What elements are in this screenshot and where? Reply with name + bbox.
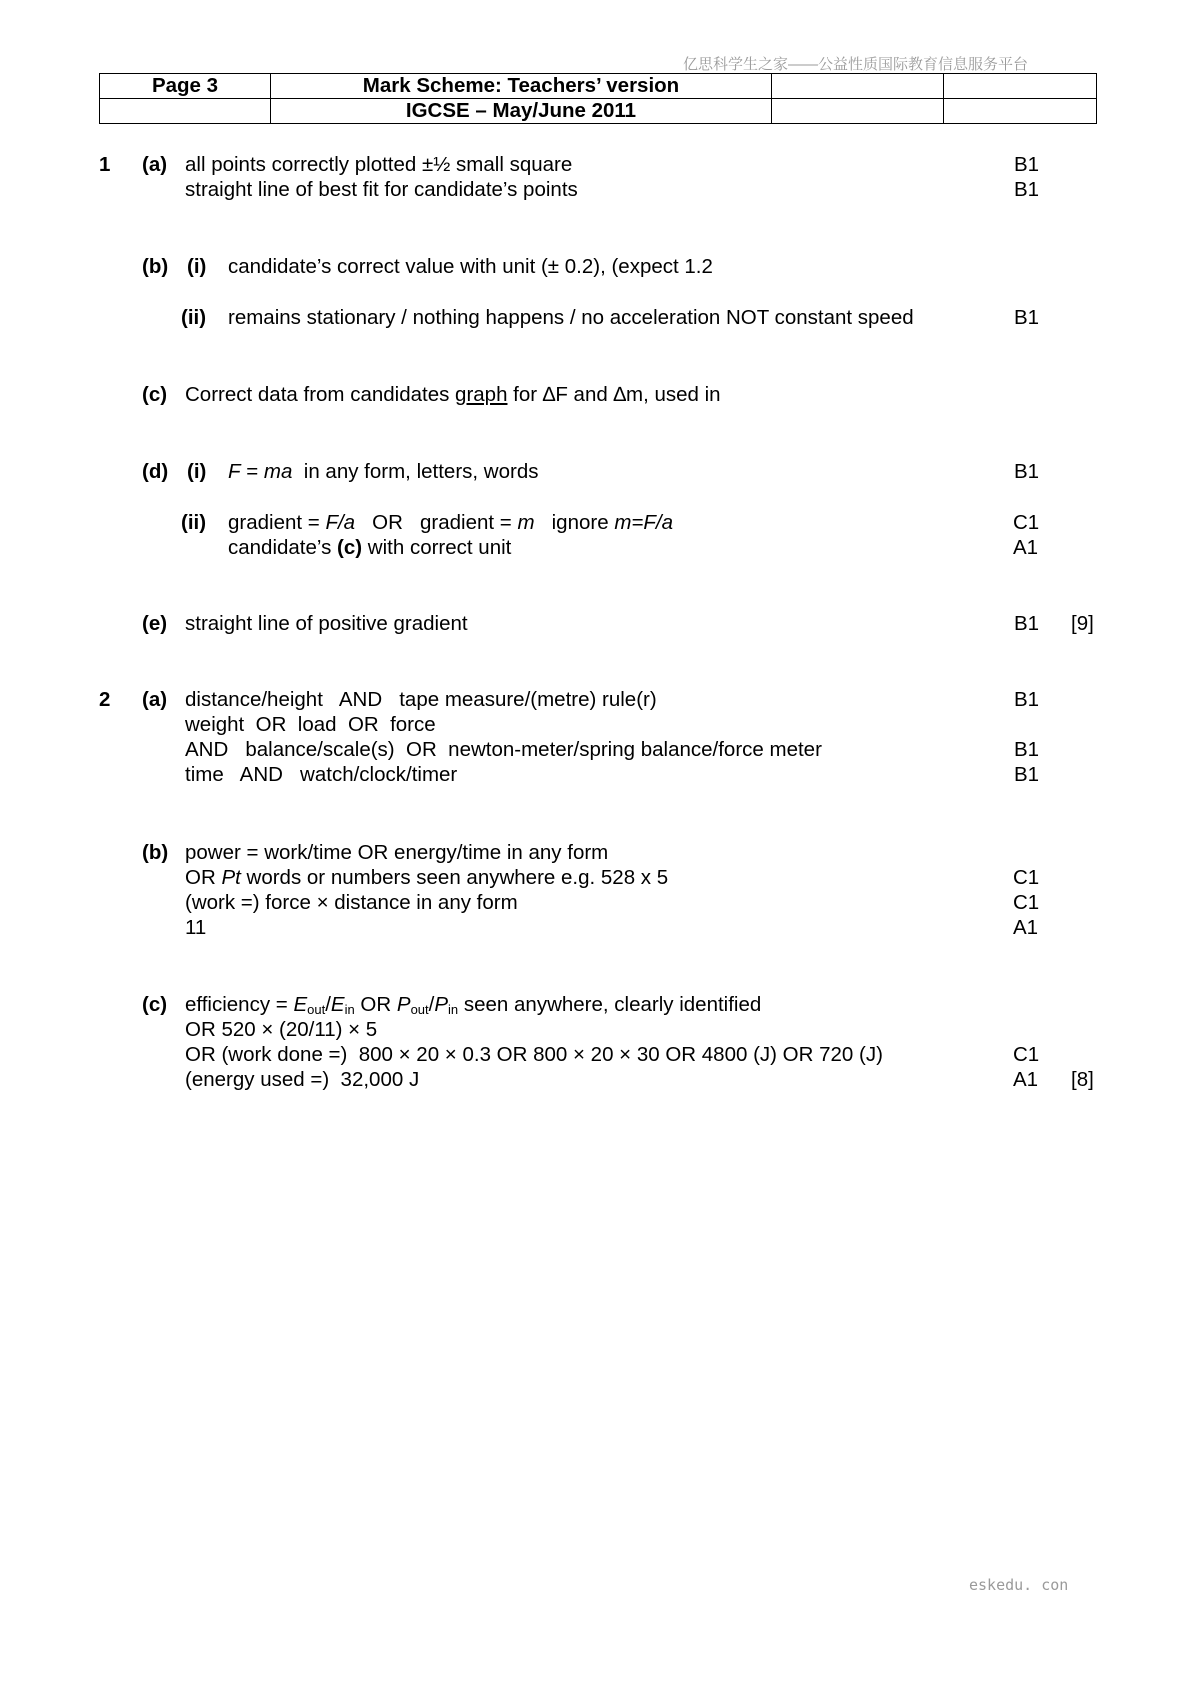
- q2b-mark2: C1: [1013, 866, 1040, 889]
- q1dii-line2-post: with correct unit: [362, 536, 512, 559]
- q2b-line4: 11: [185, 916, 207, 939]
- q1c-text-post: for ∆F and ∆m, used in: [507, 383, 721, 406]
- q2c-P2: P: [434, 993, 449, 1016]
- header-blank-3: [100, 99, 271, 124]
- q1bi-text: candidate’s correct value with unit (± 0.2), (expect 1.2: [228, 255, 713, 278]
- q1di-rest: in any form, letters, words: [292, 460, 539, 483]
- q1dii-mark1: C1: [1013, 511, 1040, 534]
- q2-number: 2: [99, 688, 111, 711]
- q1dii-ignore: ignore: [534, 511, 615, 534]
- q1dii-label: (ii): [181, 511, 207, 534]
- q2b-mark3: C1: [1013, 891, 1040, 914]
- q1bii-mark: B1: [1014, 306, 1040, 329]
- q2c-or1: OR: [354, 993, 397, 1016]
- q2c-eff-pre: efficiency =: [185, 993, 294, 1016]
- header-blank-1: [772, 74, 944, 99]
- q2c-line1: [185, 995, 761, 1016]
- q2b-line3: (work =) force × distance in any form: [185, 891, 518, 914]
- q1dii-mFa: m=F/a: [614, 511, 673, 534]
- q1di-ma: ma: [263, 460, 293, 483]
- q2b-line2-post: words or numbers seen anywhere e.g. 528 x 5: [240, 866, 669, 889]
- q1bii-text: remains stationary / nothing happens / no acceleration NOT constant speed: [228, 306, 914, 329]
- q1a-mark2: B1: [1014, 178, 1040, 201]
- q2a-mark1: B1: [1014, 688, 1040, 711]
- q1dii-line2: [228, 538, 511, 559]
- q1bi-label: (i): [187, 255, 207, 278]
- q1di-mark: B1: [1014, 460, 1040, 483]
- q2c-sub-out1: out: [307, 1002, 326, 1017]
- q1e-label: (e): [142, 612, 168, 635]
- q2c-line4: (energy used =) 32,000 J: [185, 1068, 420, 1091]
- q1dii-m: m: [517, 511, 535, 534]
- q2c-line2: OR 520 × (20/11) × 5: [185, 1018, 378, 1041]
- q1c-graph-underlined: graph: [455, 383, 508, 406]
- q2-total: [8]: [1071, 1068, 1094, 1091]
- q1dii-line1: [228, 513, 673, 534]
- q1dii-line2-c: (c): [337, 536, 363, 559]
- q1dii-Fa: F/a: [325, 511, 356, 534]
- q2c-eff-post: seen anywhere, clearly identified: [458, 993, 762, 1016]
- q1di-eq: =: [240, 460, 264, 483]
- q2b-Pt: Pt: [221, 866, 241, 889]
- header-blank-2: [944, 74, 1097, 99]
- header-table: [99, 73, 1097, 124]
- q2b-line2: [185, 868, 668, 889]
- q1b-label: (b): [142, 255, 169, 278]
- q2c-mark4: A1: [1013, 1068, 1039, 1091]
- watermark-bottom: eskedu. con: [969, 1576, 1069, 1594]
- q2a-label: (a): [142, 688, 168, 711]
- q1c-text: [185, 385, 721, 406]
- q2a-line3: AND balance/scale(s) OR newton-meter/spring balance/force meter: [185, 738, 822, 761]
- q1dii-mark2: A1: [1013, 536, 1039, 559]
- q2a-line1: distance/height AND tape measure/(metre) rule(r): [185, 688, 657, 711]
- header-subtitle: IGCSE – May/June 2011: [271, 99, 772, 124]
- q2a-line4: time AND watch/clock/timer: [185, 763, 458, 786]
- header-page: Page 3: [100, 74, 271, 99]
- watermark-top: 亿思科学生之家——公益性质国际教育信息服务平台: [683, 56, 1029, 73]
- q1di-F: F: [228, 460, 241, 483]
- q1a-line2: straight line of best fit for candidate’s points: [185, 178, 578, 201]
- q1-number: 1: [99, 153, 111, 176]
- q1e-mark: B1: [1014, 612, 1040, 635]
- q1dii-line2-pre: candidate’s: [228, 536, 338, 559]
- q2c-line3: OR (work done =) 800 × 20 × 0.3 OR 800 × 20 × 30 OR 4800 (J) OR 720 (J): [185, 1043, 883, 1066]
- q2b-label: (b): [142, 841, 169, 864]
- q2c-sub-in1: in: [344, 1002, 355, 1017]
- header-blank-5: [944, 99, 1097, 124]
- q1e-text: straight line of positive gradient: [185, 612, 468, 635]
- q2b-line2-pre: OR: [185, 866, 222, 889]
- q2a-mark4: B1: [1014, 763, 1040, 786]
- q2b-mark4: A1: [1013, 916, 1039, 939]
- q2c-P1: P: [396, 993, 411, 1016]
- q1a-line1: all points correctly plotted ±½ small square: [185, 153, 573, 176]
- q1di-label: (i): [187, 460, 207, 483]
- q2a-mark3: B1: [1014, 738, 1040, 761]
- q2c-mark3: C1: [1013, 1043, 1040, 1066]
- q1a-label: (a): [142, 153, 168, 176]
- q1c-text-pre: Correct data from candidates: [185, 383, 456, 406]
- q2a-line2: weight OR load OR force: [185, 713, 436, 736]
- q1c-label: (c): [142, 383, 168, 406]
- q2c-slash2: /: [428, 993, 435, 1016]
- q1a-mark1: B1: [1014, 153, 1040, 176]
- q1-total: [9]: [1071, 612, 1094, 635]
- q2c-slash1: /: [325, 993, 331, 1016]
- q1dii-g1: gradient =: [228, 511, 326, 534]
- q1di-text: [228, 462, 538, 483]
- header-title: Mark Scheme: Teachers’ version: [271, 74, 772, 99]
- q1dii-or: OR gradient =: [355, 511, 518, 534]
- q1d-label: (d): [142, 460, 169, 483]
- q2c-E1: E: [293, 993, 308, 1016]
- q1bii-label: (ii): [181, 306, 207, 329]
- q2b-line1: power = work/time OR energy/time in any form: [185, 841, 609, 864]
- q2c-label: (c): [142, 993, 168, 1016]
- header-blank-4: [772, 99, 944, 124]
- q2c-sub-out2: out: [410, 1002, 429, 1017]
- q2c-sub-in2: in: [448, 1002, 459, 1017]
- q2c-E2: E: [330, 993, 345, 1016]
